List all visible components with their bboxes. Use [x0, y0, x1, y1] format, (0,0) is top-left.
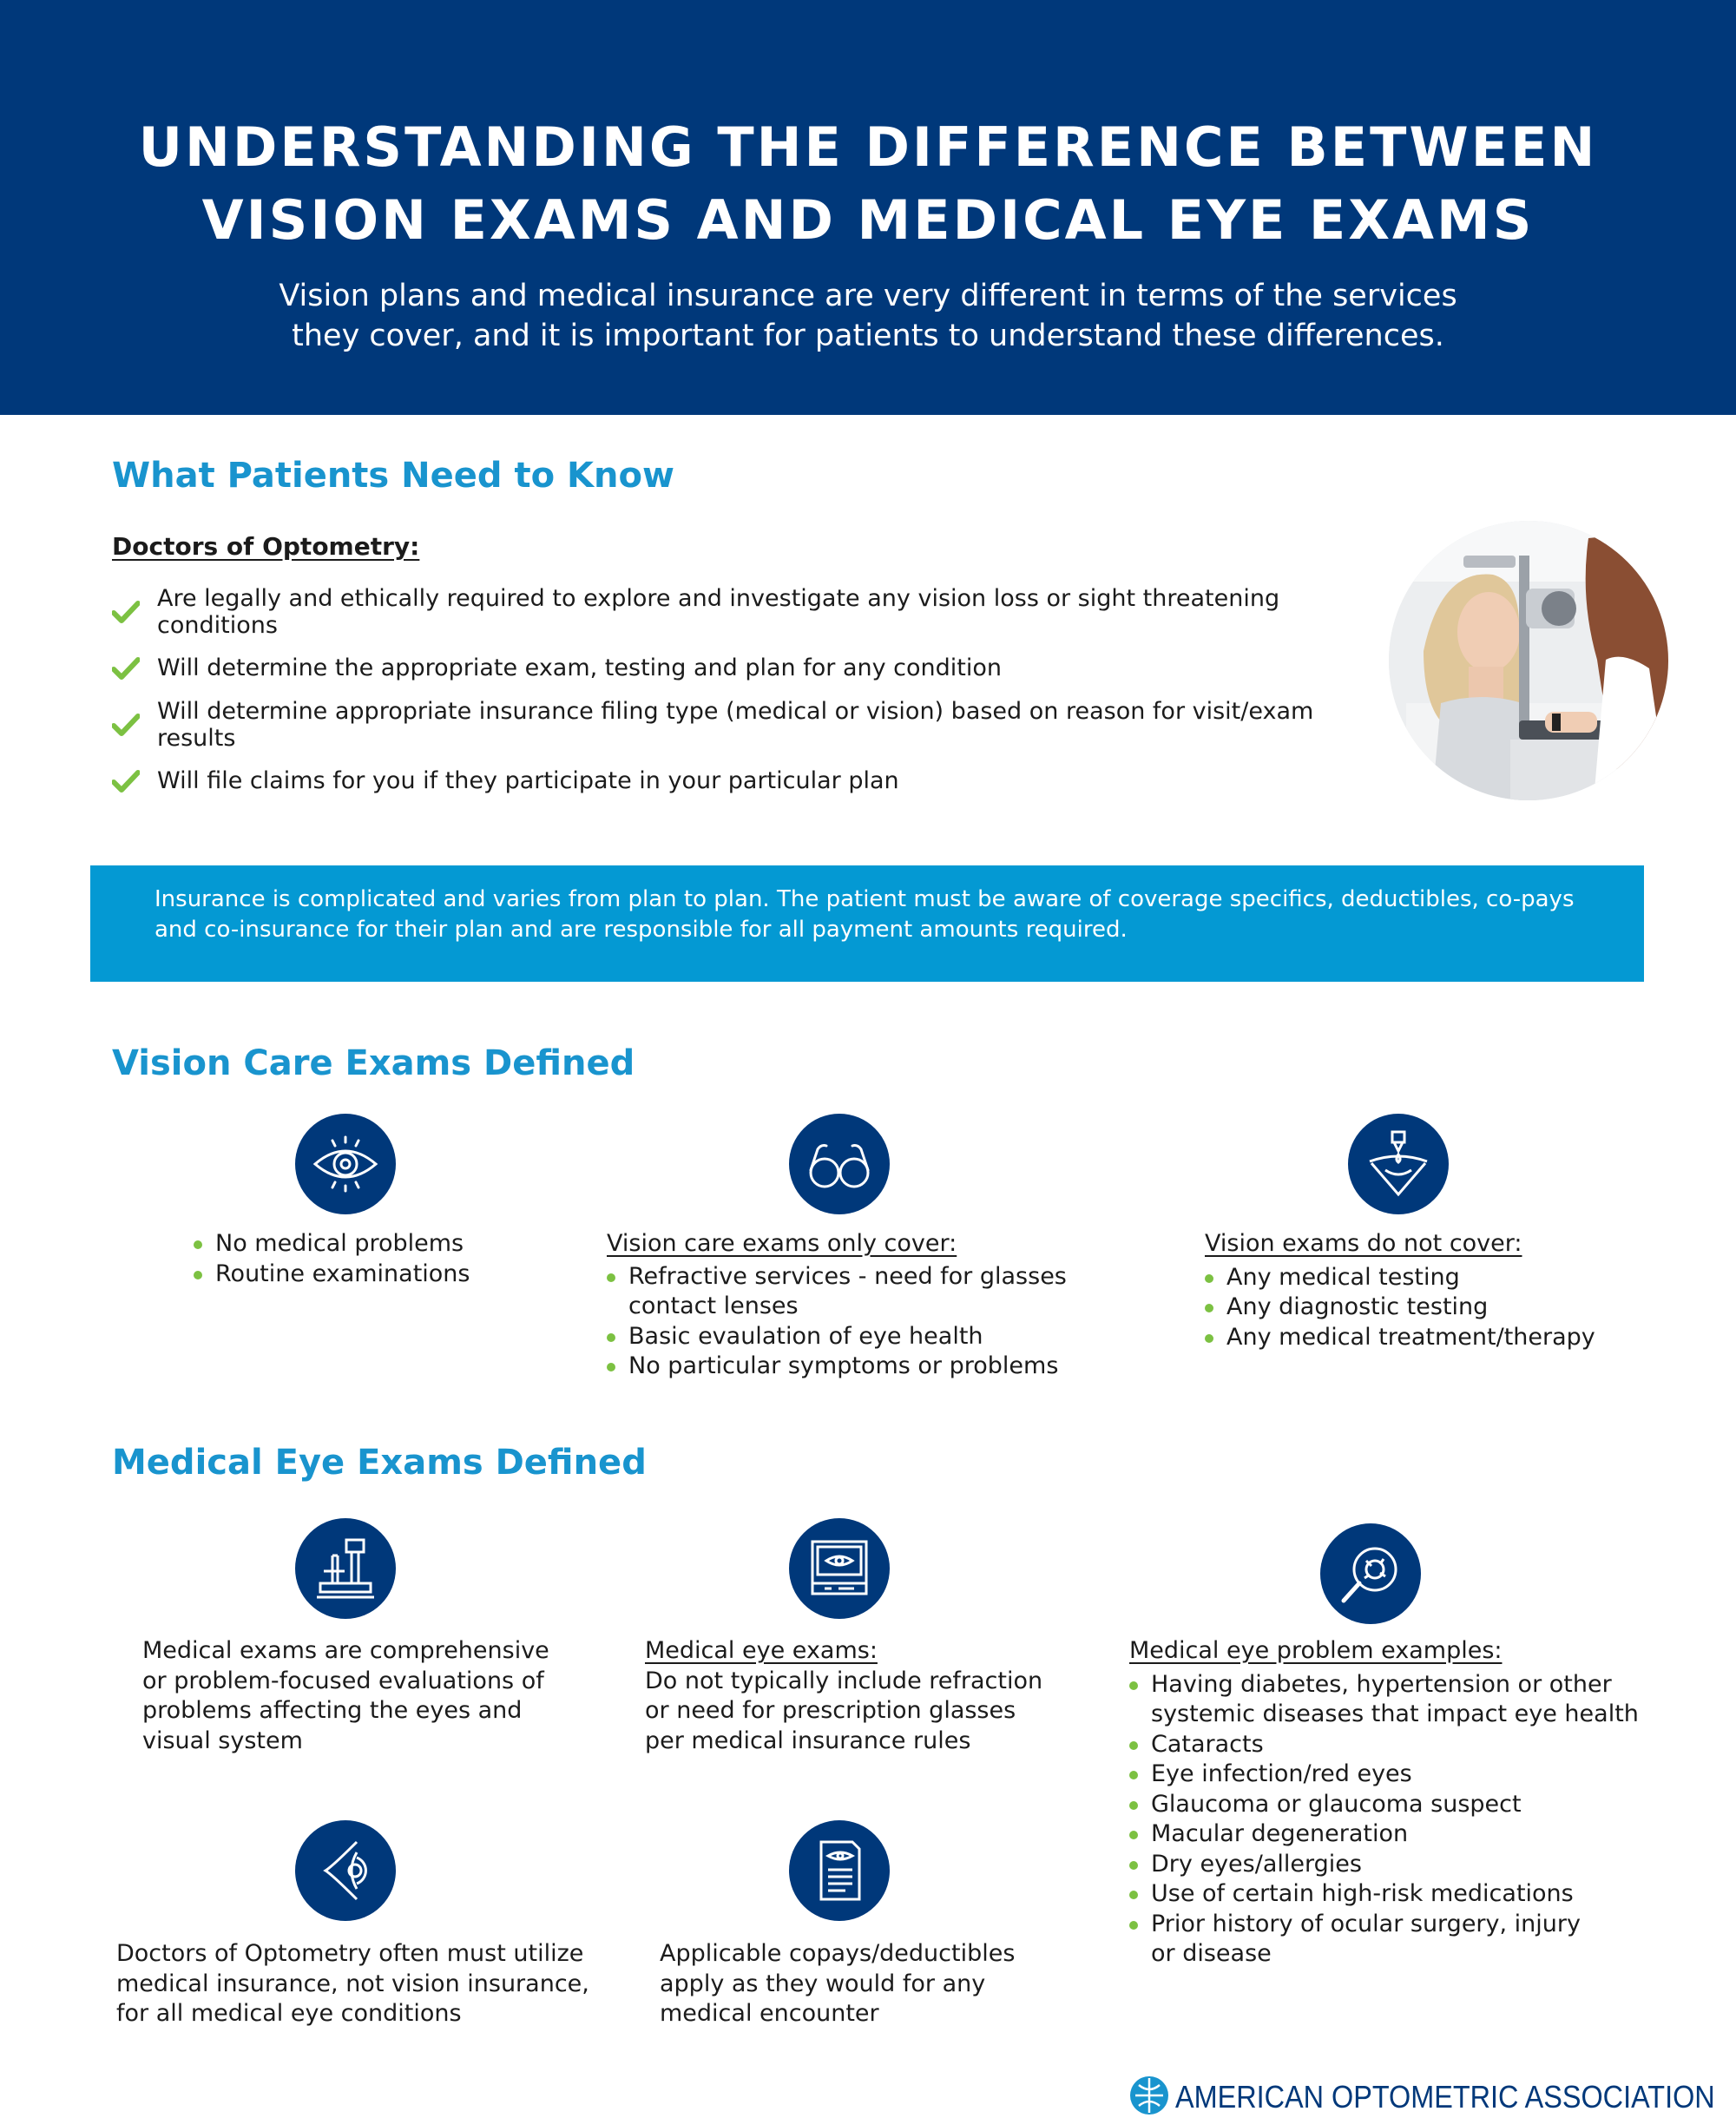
- aoa-globe-icon: [1128, 2075, 1170, 2118]
- eye-exam-photo: [1389, 521, 1668, 800]
- list-item: [1129, 1910, 1639, 1970]
- vision-col-2: [607, 1229, 1067, 1382]
- list-item: Any diagnostic testing: [1205, 1293, 1595, 1323]
- list-item: [112, 696, 1397, 753]
- item-text: systemic diseases that impact eye health: [1151, 1700, 1639, 1727]
- checkmark-icon: [112, 657, 157, 680]
- list-item: Macular degeneration: [1129, 1819, 1639, 1850]
- medical-col-3: [1129, 1636, 1639, 1970]
- duty-text: Will file claims for you if they participate in your particular plan: [157, 767, 899, 794]
- list-item: Cataracts: [1129, 1730, 1639, 1760]
- text-line: for all medical eye conditions: [116, 2000, 462, 2027]
- magnified-eye-icon: [1320, 1523, 1421, 1624]
- section-heading-vision: Vision Care Exams Defined: [112, 1043, 635, 1083]
- item-text: or disease: [1151, 1940, 1272, 1967]
- eye-icon: [295, 1114, 396, 1214]
- text-line: or problem-focused evaluations of: [142, 1667, 544, 1694]
- title-line-2: VISION EXAMS AND MEDICAL EYE EXAMS: [201, 188, 1535, 252]
- list-item: Glaucoma or glaucoma suspect: [1129, 1790, 1639, 1820]
- medical-col-5: [660, 1939, 1015, 2029]
- vision-col-3: [1205, 1229, 1595, 1352]
- vision-exclude-label: Vision exams do not cover:: [1205, 1230, 1522, 1257]
- section-heading-know: What Patients Need to Know: [112, 456, 674, 496]
- list-item: Routine examinations: [194, 1260, 470, 1290]
- text-line: Do not typically include refraction: [645, 1667, 1043, 1694]
- list-item: [607, 1262, 1067, 1322]
- text-line: or need for prescription glasses: [645, 1697, 1016, 1724]
- aoa-logo: [1128, 2075, 1715, 2118]
- text-line: Applicable copays/deductibles: [660, 1940, 1016, 1967]
- vision-col-1: [194, 1229, 470, 1289]
- duty-text: Will determine appropriate insurance filing type (medical or vision) based on reason for visit/exam results: [157, 697, 1314, 752]
- list-item: [1129, 1670, 1639, 1730]
- subtitle-line-1: Vision plans and medical insurance are very different in terms of the services: [279, 279, 1457, 313]
- list-item: No medical problems: [194, 1229, 470, 1260]
- list-item: Dry eyes/allergies: [1129, 1850, 1639, 1880]
- doctor-duties-list: [112, 583, 1397, 809]
- medical-examples-label: Medical eye problem examples:: [1129, 1637, 1503, 1664]
- item-text: Having diabetes, hypertension or other: [1151, 1670, 1612, 1698]
- monitor-eye-icon: [789, 1518, 890, 1619]
- item-text: Refractive services - need for glasses: [628, 1262, 1067, 1290]
- vision-cover-label: Vision care exams only cover:: [607, 1230, 957, 1257]
- eye-drop-icon: [1348, 1114, 1449, 1214]
- eye-profile-icon: [295, 1820, 396, 1921]
- checkmark-icon: [112, 770, 157, 793]
- checkmark-icon: [112, 601, 157, 623]
- doctors-label: Doctors of Optometry:: [112, 532, 420, 561]
- insurance-notice: [90, 865, 1644, 982]
- list-item: [112, 753, 1397, 809]
- medical-col-1: [142, 1636, 549, 1756]
- duty-text: Will determine the appropriate exam, testing and plan for any condition: [157, 654, 1003, 681]
- insurance-notice-text: [155, 885, 1613, 945]
- medical-col-2: [645, 1636, 1042, 1756]
- list-item: No particular symptoms or problems: [607, 1352, 1067, 1382]
- glasses-icon: [789, 1114, 890, 1214]
- list-item: Any medical treatment/therapy: [1205, 1323, 1595, 1353]
- subtitle-line-2: they cover, and it is important for patients to understand these differences.: [292, 319, 1444, 353]
- item-text: Prior history of ocular surgery, injury: [1151, 1910, 1581, 1937]
- page-subtitle: [0, 276, 1736, 356]
- text-line: medical encounter: [660, 2000, 879, 2027]
- checkmark-icon: [112, 714, 157, 736]
- organization-name: AMERICAN OPTOMETRIC ASSOCIATION: [1175, 2079, 1715, 2115]
- list-item: [112, 640, 1397, 696]
- slit-lamp-icon: [295, 1518, 396, 1619]
- text-line: apply as they would for any: [660, 1970, 986, 1997]
- list-item: Eye infection/red eyes: [1129, 1760, 1639, 1790]
- document-eye-icon: [789, 1820, 890, 1921]
- list-item: Use of certain high-risk medications: [1129, 1879, 1639, 1910]
- list-item: [112, 583, 1397, 640]
- duty-text: Are legally and ethically required to explore and investigate any vision loss or sight threatening conditions: [157, 584, 1280, 639]
- list-item: Basic evaulation of eye health: [607, 1322, 1067, 1352]
- text-line: Doctors of Optometry often must utilize: [116, 1940, 584, 1967]
- notice-line-1: Insurance is complicated and varies from plan to plan. The patient must be aware of coverage specifics, deductibles, co-pays: [155, 886, 1575, 912]
- text-line: per medical insurance rules: [645, 1727, 971, 1754]
- text-line: Medical exams are comprehensive: [142, 1637, 549, 1664]
- list-item: Any medical testing: [1205, 1263, 1595, 1293]
- header-banner: [0, 0, 1736, 415]
- text-line: visual system: [142, 1727, 303, 1754]
- page-title: [0, 111, 1736, 257]
- title-line-1: UNDERSTANDING THE DIFFERENCE BETWEEN: [138, 115, 1598, 179]
- section-heading-medical: Medical Eye Exams Defined: [112, 1443, 647, 1483]
- medical-col-4: [116, 1939, 589, 2029]
- item-text: contact lenses: [628, 1293, 799, 1319]
- notice-line-2: and co-insurance for their plan and are responsible for all payment amounts required.: [155, 917, 1128, 943]
- text-line: problems affecting the eyes and: [142, 1697, 523, 1724]
- text-line: medical insurance, not vision insurance,: [116, 1970, 589, 1997]
- medical-exams-label: Medical eye exams:: [645, 1637, 878, 1664]
